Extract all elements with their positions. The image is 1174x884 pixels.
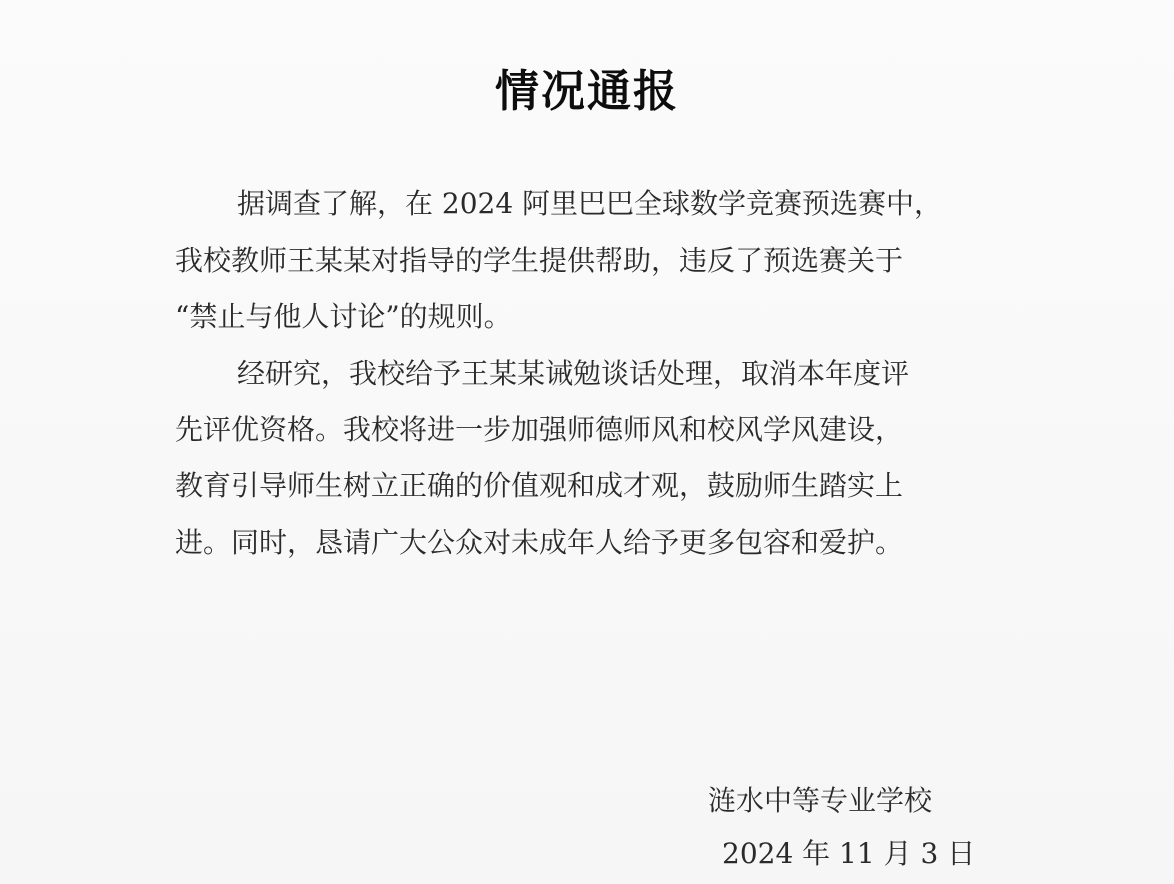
paragraph-2-line-3: 教育引导师生树立正确的价值观和成才观，鼓励师生踏实上	[175, 469, 904, 502]
paragraph-2-line-4: 进。同时，恳请广大公众对未成年人给予更多包容和爱护。	[175, 526, 904, 559]
paragraph-1-line-2: 我校教师王某某对指导的学生提供帮助，违反了预选赛关于	[175, 244, 904, 277]
signature-date: 2024 年 11 月 3 日	[722, 837, 976, 870]
document-title: 情况通报	[495, 66, 679, 117]
paragraph-1-line-3: “禁止与他人讨论”的规则。	[175, 300, 512, 333]
signature-organization: 涟水中等专业学校	[708, 784, 933, 817]
paragraph-1-line-1: 据调查了解，在 2024 阿里巴巴全球数学竞赛预选赛中，	[237, 187, 943, 220]
paragraph-2-line-1: 经研究，我校给予王某某诫勉谈话处理，取消本年度评	[237, 357, 910, 390]
paragraph-2-line-2: 先评优资格。我校将进一步加强师德师风和校风学风建设，	[175, 413, 904, 446]
